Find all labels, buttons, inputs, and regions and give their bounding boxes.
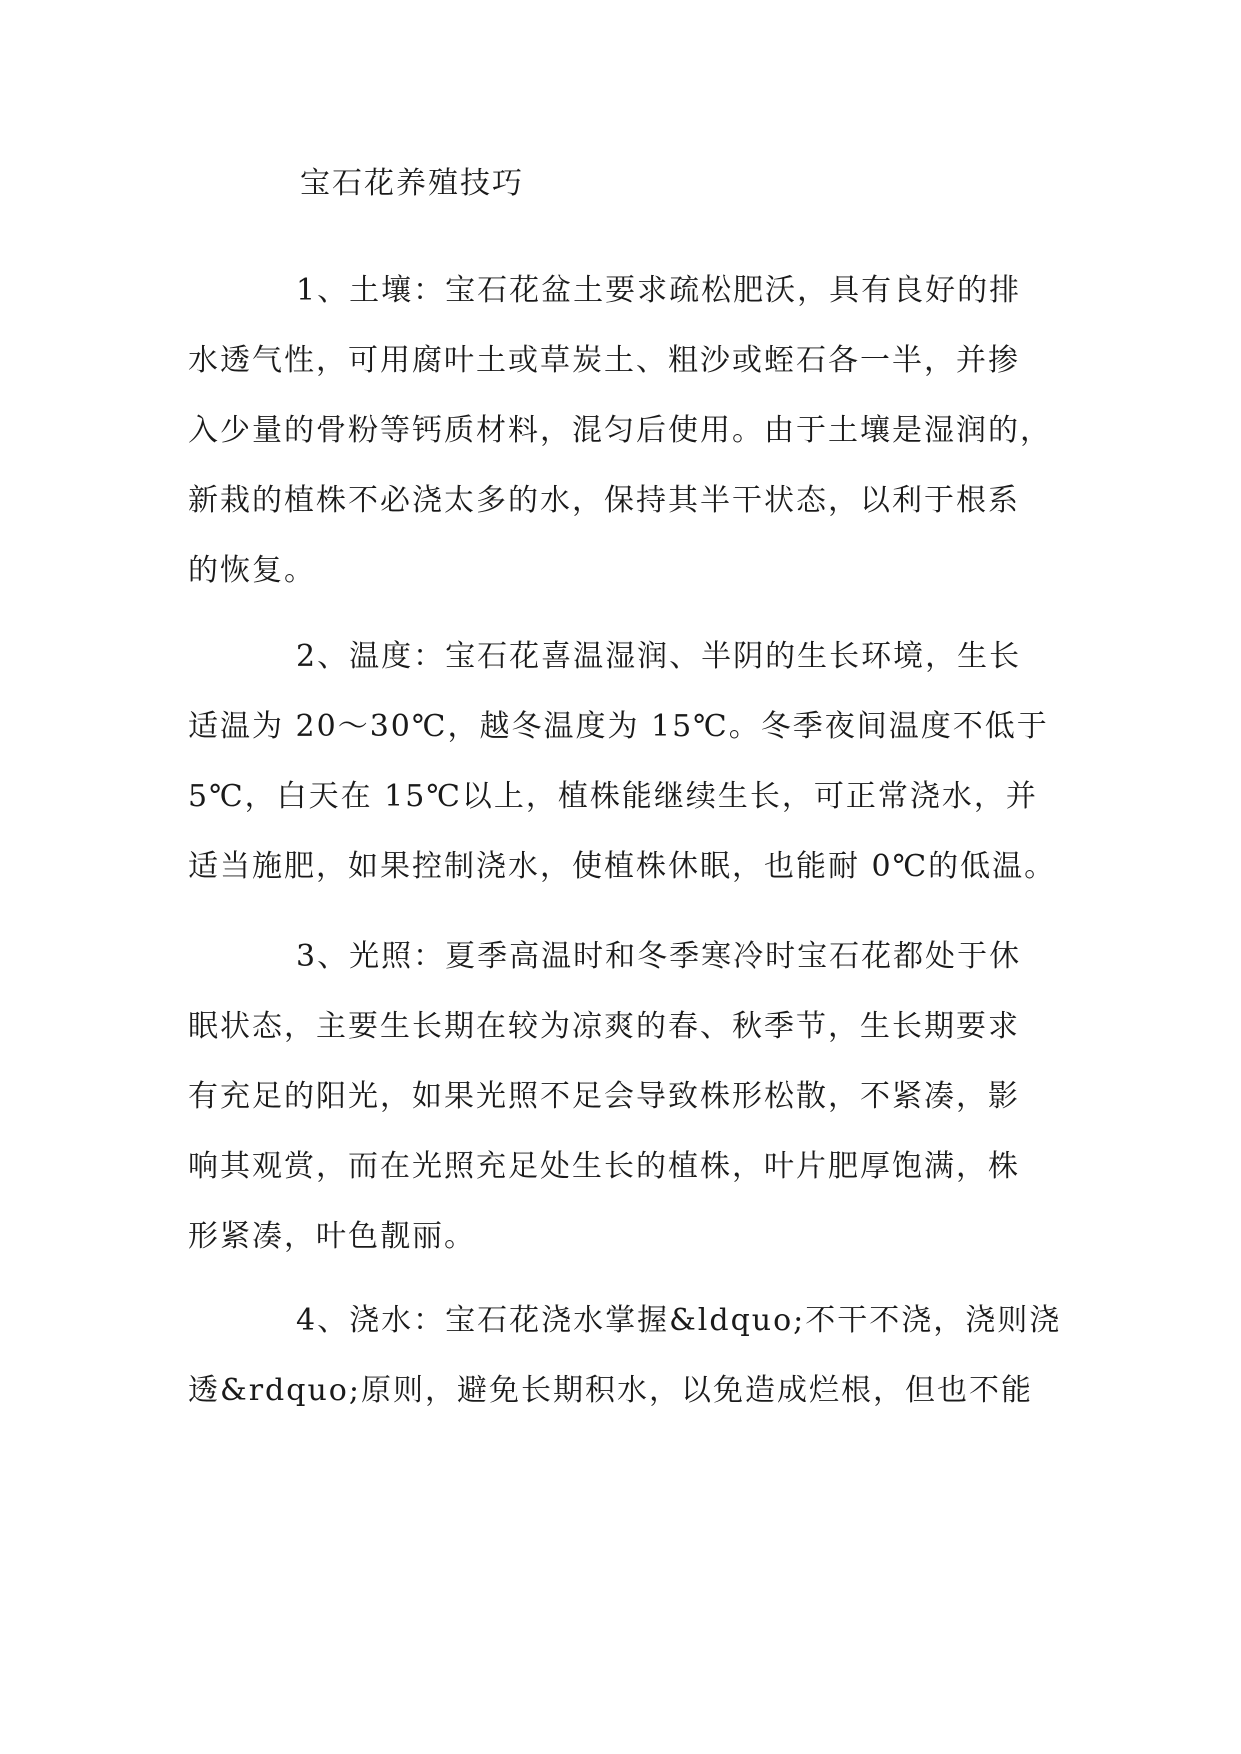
paragraph-line: 3、光照：夏季高温时和冬季寒冷时宝石花都处于休 [296,939,1022,974]
paragraph-line: 入少量的骨粉等钙质材料，混匀后使用。由于土壤是湿润的， [188,413,1052,448]
document-title: 宝石花养殖技巧 [300,166,524,201]
paragraph-line: 1、土壤：宝石花盆土要求疏松肥沃，具有良好的排 [296,273,1022,308]
paragraph-line: 有充足的阳光，如果光照不足会导致株形松散，不紧凑，影 [188,1079,1020,1114]
paragraph-line: 适当施肥，如果控制浇水，使植株休眠，也能耐 0℃的低温。 [188,849,1057,884]
paragraph-line: 4、浇水：宝石花浇水掌握&ldquo;不干不浇，浇则浇 [296,1303,1062,1338]
paragraph-soil [188,256,1088,606]
paragraph-line: 形紧凑，叶色靓丽。 [188,1219,476,1254]
paragraph-line: 适温为 20～30℃，越冬温度为 15℃。冬季夜间温度不低于 [188,709,1049,744]
paragraph-line: 新栽的植株不必浇太多的水，保持其半干状态，以利于根系 [188,483,1020,518]
paragraph-line: 5℃，白天在 15℃以上，植株能继续生长，可正常浇水，并 [188,779,1038,814]
paragraph-line: 响其观赏，而在光照充足处生长的植株，叶片肥厚饱满，株 [188,1149,1020,1184]
paragraph-light [188,922,1088,1272]
paragraph-temperature [188,622,1088,902]
paragraph-line: 的恢复。 [188,553,316,588]
paragraph-line: 眠状态，主要生长期在较为凉爽的春、秋季节，生长期要求 [188,1009,1020,1044]
paragraph-watering [188,1286,1088,1426]
paragraph-line: 透&rdquo;原则，避免长期积水，以免造成烂根，但也不能 [188,1373,1033,1408]
paragraph-line: 2、温度：宝石花喜温湿润、半阴的生长环境，生长 [296,639,1022,674]
paragraph-line: 水透气性，可用腐叶土或草炭土、粗沙或蛭石各一半，并掺 [188,343,1020,378]
